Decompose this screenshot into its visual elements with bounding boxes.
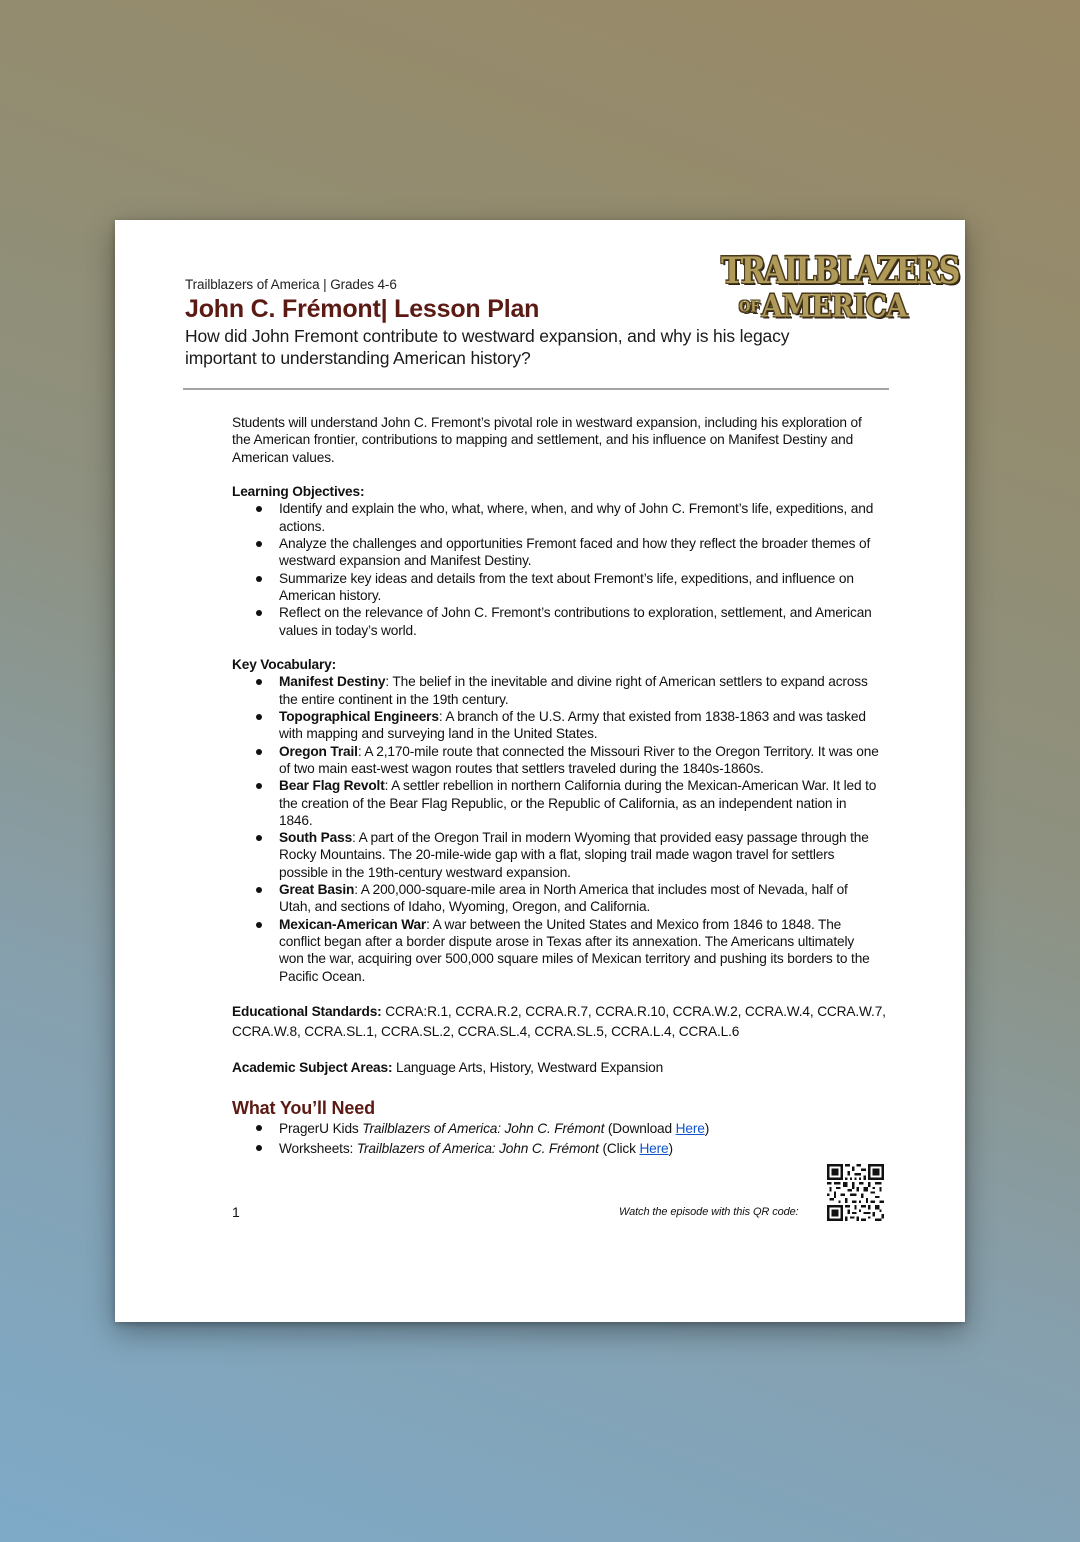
page-number: 1 <box>232 1204 240 1220</box>
vocabulary-definition: : A 2,170-mile route that connected the Missouri River to the Oregon Territory. It was one of two main east-west wagon routes that settlers traveled during the 1840s-1860s. <box>279 743 879 776</box>
subject-areas-value: Language Arts, History, Westward Expansion <box>392 1060 664 1076</box>
vocabulary-item <box>232 916 882 985</box>
learning-objectives-list <box>232 500 882 638</box>
list-item: Reflect on the relevance of John C. Fremont’s contributions to exploration, settlement, and American values in today’s world. <box>232 604 882 639</box>
vocabulary-definition: : A part of the Oregon Trail in modern Wyoming that provided easy passage through the Rocky Mountains. The 20-mile-wide gap with a flat, sloping trail made wagon travel for settlers possible in the 19th-century westward expansion. <box>279 830 869 880</box>
bullet-icon <box>256 506 262 512</box>
bullet-icon <box>256 714 262 720</box>
bullet-icon <box>256 783 262 789</box>
what-youll-need-heading: What You’ll Need <box>232 1097 375 1118</box>
key-vocabulary-list <box>232 673 882 984</box>
subject-areas-label: Academic Subject Areas: <box>232 1060 393 1076</box>
overview-paragraph: Students will understand John C. Fremont’s pivotal role in westward expansion, including his exploration of the American frontier, contributions to mapping and settlement, and his influence on Manifest Destiny and American values. <box>232 415 862 465</box>
logo-of: OF <box>739 299 760 317</box>
page-title: John C. Frémont| Lesson Plan <box>185 295 540 323</box>
vocabulary-item <box>232 881 882 916</box>
bullet-icon <box>256 576 262 582</box>
header-divider <box>183 388 889 390</box>
logo-line-america <box>721 288 917 325</box>
worksheets-link[interactable]: Here <box>639 1140 669 1156</box>
learning-objectives-label: Learning Objectives: <box>232 484 365 500</box>
vocabulary-definition: : A settler rebellion in northern California during the Mexican-American War. It led to the creation of the Bear Flag Republic, or the Republic of California, as an independent nation in 1846. <box>279 778 877 828</box>
vocabulary-term: Bear Flag Revolt <box>279 778 385 794</box>
vocabulary-item <box>232 708 882 743</box>
vocabulary-term: Great Basin <box>279 882 355 898</box>
vocabulary-item <box>232 777 882 829</box>
vocabulary-item <box>232 743 882 778</box>
bullet-icon <box>256 679 262 685</box>
list-item: Analyze the challenges and opportunities Fremont faced and how they reflect the broader themes of westward expansion and Manifest Destiny. <box>232 535 882 570</box>
vocabulary-term: Manifest Destiny <box>279 674 386 690</box>
vocabulary-term: Topographical Engineers <box>279 709 439 725</box>
standards-value: CCRA:R.1, CCRA.R.2, CCRA.R.7, CCRA.R.10, CCRA.W.2, CCRA.W.4, CCRA.W.7, CCRA.W.8, CCRA.SL.1, CCRA.SL.2, CCRA.SL.4, CCRA.SL.5, CCRA.L.4, CCRA.L.6 <box>232 1004 886 1040</box>
vocabulary-definition: : A 200,000-square-mile area in North America that includes most of Nevada, half of Utah, and sections of Idaho, Wyoming, Oregon, and California. <box>279 882 848 915</box>
download-video-link[interactable]: Here <box>675 1120 705 1136</box>
list-item: PragerU Kids Trailblazers of America: John C. Frémont (Download Here) <box>232 1119 882 1139</box>
bullet-icon <box>256 610 262 616</box>
vocabulary-term: Oregon Trail <box>279 743 358 759</box>
what-youll-need-list <box>232 1119 882 1159</box>
lesson-plan-page <box>115 220 965 1322</box>
educational-standards <box>232 1002 902 1042</box>
vocabulary-definition: : The belief in the inevitable and divine right of American settlers to expand across the entire continent in the 19th century. <box>279 674 868 707</box>
logo-america-text: AMERICA <box>761 288 907 325</box>
vocabulary-definition: : A branch of the U.S. Army that existed from 1838-1863 and was tasked with mapping and surveying land in the United States. <box>279 709 866 742</box>
bullet-icon <box>256 1145 262 1151</box>
qr-caption: Watch the episode with this QR code: <box>619 1206 799 1218</box>
series-grade-line: Trailblazers of America | Grades 4-6 <box>185 277 397 292</box>
vocabulary-item <box>232 829 882 881</box>
essential-question: How did John Fremont contribute to westward expansion, and why is his legacy important to understanding American history? <box>185 326 790 368</box>
logo-line-trailblazers: TRAILBLAZERS <box>721 250 958 293</box>
bullet-icon <box>256 835 262 841</box>
academic-subject-areas <box>232 1059 882 1076</box>
bullet-icon <box>256 541 262 547</box>
vocabulary-item <box>232 673 882 708</box>
vocabulary-definition: : A war between the United States and Mexico from 1846 to 1848. The conflict began after a border dispute arose in Texas after its annexation. The Americans ultimately won the war, acquiring over 500,000 square miles of Mexican territory and pushing its borders to the Pacific Ocean. <box>279 916 870 984</box>
list-item: Summarize key ideas and details from the text about Fremont’s life, expeditions, and influence on American history. <box>232 570 882 605</box>
list-item: Identify and explain the who, what, where, when, and why of John C. Fremont’s life, expeditions, and actions. <box>232 500 882 535</box>
standards-label: Educational Standards: <box>232 1004 382 1020</box>
qr-code-icon[interactable] <box>827 1164 884 1221</box>
lesson-body <box>232 414 886 1159</box>
vocabulary-term: Mexican-American War <box>279 916 427 932</box>
bullet-icon <box>256 749 262 755</box>
bullet-icon <box>256 922 262 928</box>
trailblazers-logo <box>721 250 958 325</box>
key-vocabulary-label: Key Vocabulary: <box>232 657 336 673</box>
bullet-icon <box>256 887 262 893</box>
vocabulary-term: South Pass <box>279 830 353 846</box>
bullet-icon <box>256 1125 262 1131</box>
list-item: Worksheets: Trailblazers of America: John C. Frémont (Click Here) <box>232 1139 882 1159</box>
